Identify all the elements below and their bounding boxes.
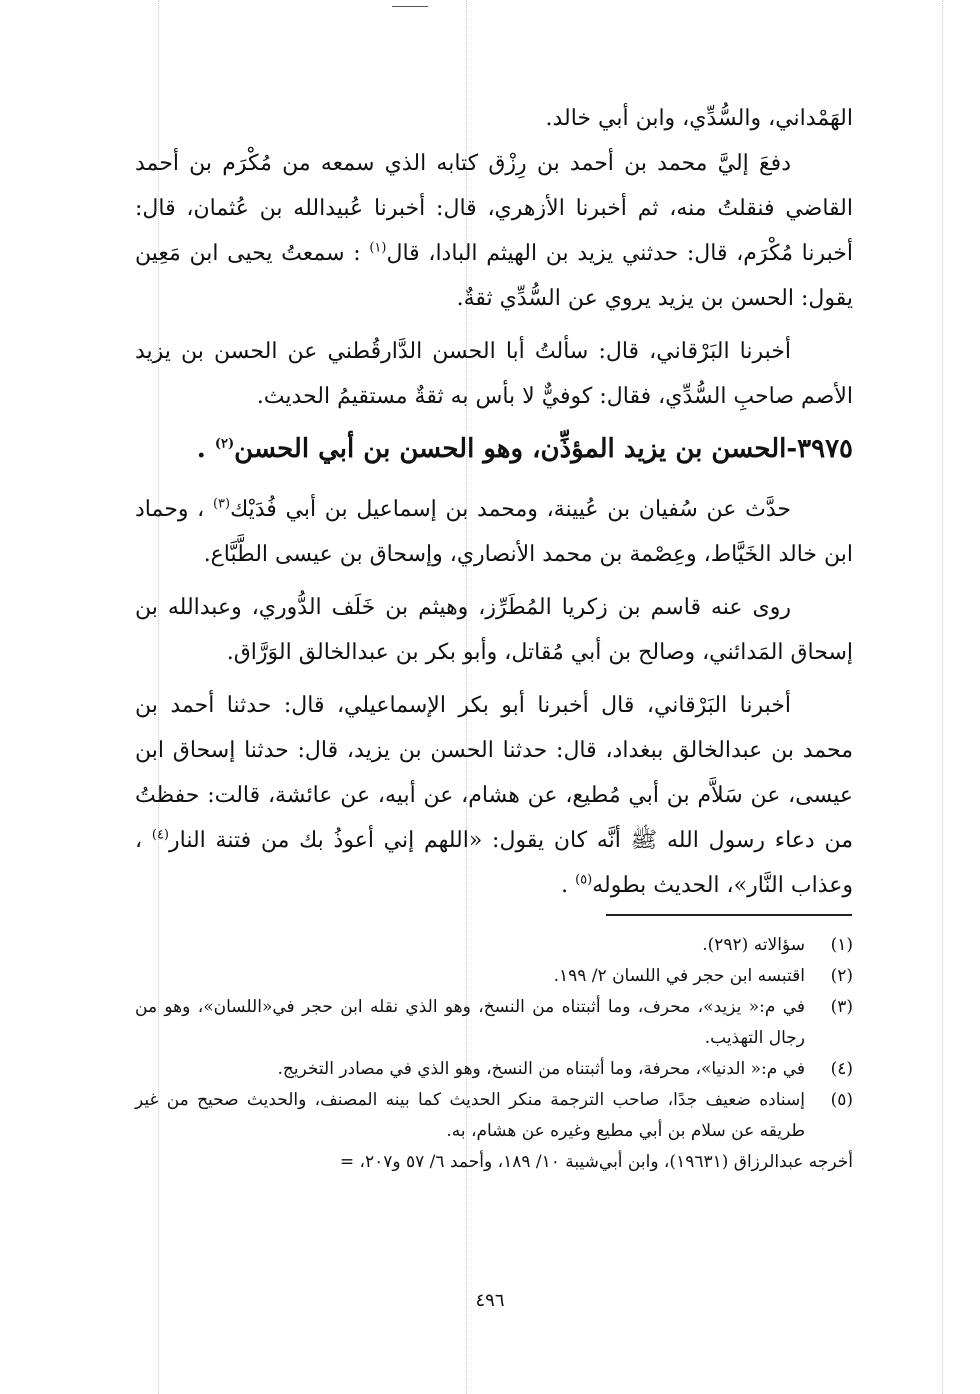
footnote-ref[interactable]: (٤) <box>151 827 169 843</box>
footnote-text: في م:« الدنيا»، محرفة، وما أثبتناه من النسخ، وهو الذي في مصادر التخريج. <box>277 1059 805 1079</box>
footnote-ref[interactable]: (٢) <box>214 436 235 452</box>
footnote-text: سؤالاته (٢٩٢). <box>702 935 805 955</box>
paragraph-3: حدَّث عن سُفيان بن عُيينة، ومحمد بن إسماعيل بن أبي فُدَيْك$^{(٣)}$ ، وحماد ابن خالد الخَيَّاط، وعِصْمة بن محمد الأنصاري، وإسحاق بن عيسى الطَّبَّاع. <box>135 496 853 567</box>
paragraph-1: دفعَ إليَّ محمد بن أحمد بن رِزْق كتابه الذي سمعه من مُكْرَم بن أحمد القاضي فنقلتُ منه، ثم أخبرنا الأزهري، قال: أخبرنا عُبيدالله بن عُثمان، قال: أخبرنا مُكْرَم، قال: حدثني يزيد بن الهيثم البادا، قال$^{(١)}$ : سمعتُ يحيى ابن مَعِين يقول: الحسن بن يزيد يروي عن السُّدِّي ثقةٌ. <box>135 151 853 311</box>
footnote-item <box>135 992 853 1054</box>
footnote-item <box>135 930 853 961</box>
paragraph-4: روى عنه قاسم بن زكريا المُطَرِّز، وهيثم بن خَلَف الدُّوري، وعبدالله بن إسحاق المَدائني، وصالح بن أبي مُقاتل، وأبو بكر بن عبدالخالق الوَرَّاق. <box>135 595 853 665</box>
footnote-number: (٢) <box>830 966 853 986</box>
footnote-ref[interactable]: (١) <box>369 240 387 256</box>
footnote-number: (٥) <box>830 1090 853 1110</box>
footnote-text: اقتبسه ابن حجر في اللسان ٢/ ١٩٩. <box>553 966 805 986</box>
footnote-continuation: أخرجه عبدالرزاق (١٩٦٣١)، وابن أبي‌شيبة ١٠/ ١٨٩، وأحمد ٦/ ٥٧ و٢٠٧، = <box>339 1152 853 1172</box>
footnote-number: (٣) <box>830 997 853 1017</box>
footnote-text: في م:« يزيد»، محرف، وما أثبتناه من النسخ، وهو الذي نقله ابن حجر في«اللسان»، وهو من رجال التهذيب. <box>135 997 805 1048</box>
main-text <box>135 96 853 908</box>
page-number: ٤٩٦ <box>475 1290 505 1311</box>
footnote-ref[interactable]: (٥) <box>575 872 593 888</box>
footnotes <box>135 930 853 1178</box>
paragraph-2: أخبرنا البَرْقاني، قال: سألتُ أبا الحسن الدَّارقُطني عن الحسن بن يزيد الأصم صاحبِ السُّدِّي، فقال: كوفيٌّ لا بأس به ثقةٌ مستقيمُ الحديث. <box>135 339 853 409</box>
footnote-rule <box>606 914 852 916</box>
footnote-item <box>135 1085 853 1147</box>
footnote-number: (١) <box>830 935 853 955</box>
footnote-item <box>135 961 853 992</box>
footnote-text: إسناده ضعيف جدًا، صاحب الترجمة منكر الحديث كما بينه المصنف، والحديث صحيح من غير طريقه عن سلام بن أبي مطيع وغيره عن هشام، به. <box>135 1090 805 1141</box>
paragraph-5: أخبرنا البَرْقاني، قال أخبرنا أبو بكر الإسماعيلي، قال: حدثنا أحمد بن محمد بن عبدالخالق ببغداد، قال: حدثنا الحسن بن يزيد، قال: حدثنا إسحاق ابن عيسى، عن سَلاَّم بن أبي مُطيع، عن هشام، عن أبيه، عن عائشة، قالت: حفظتُ من دعاء رسول الله ﷺ أنَّه كان يقول: «اللهم إني أعوذُ بك من فتنة النار$^{(٤)}$ ، وعذاب النَّار»، الحديث بطوله$^{(٥)}$ . <box>135 693 853 898</box>
footnote-ref[interactable]: (٣) <box>212 496 231 512</box>
carryover-line: الهَمْداني، والسُّدِّي، وابن أبي خالد. <box>545 106 853 131</box>
entry-heading: ٣٩٧٥-الحسن بن يزيد المؤذِّن، وهو الحسن بن أبي الحسن$^{(٢)}$ . <box>196 434 853 464</box>
footnote-item <box>135 1054 853 1085</box>
footnote-number: (٤) <box>830 1059 853 1079</box>
scan-margin-line <box>942 0 943 1394</box>
top-rule <box>392 6 428 7</box>
